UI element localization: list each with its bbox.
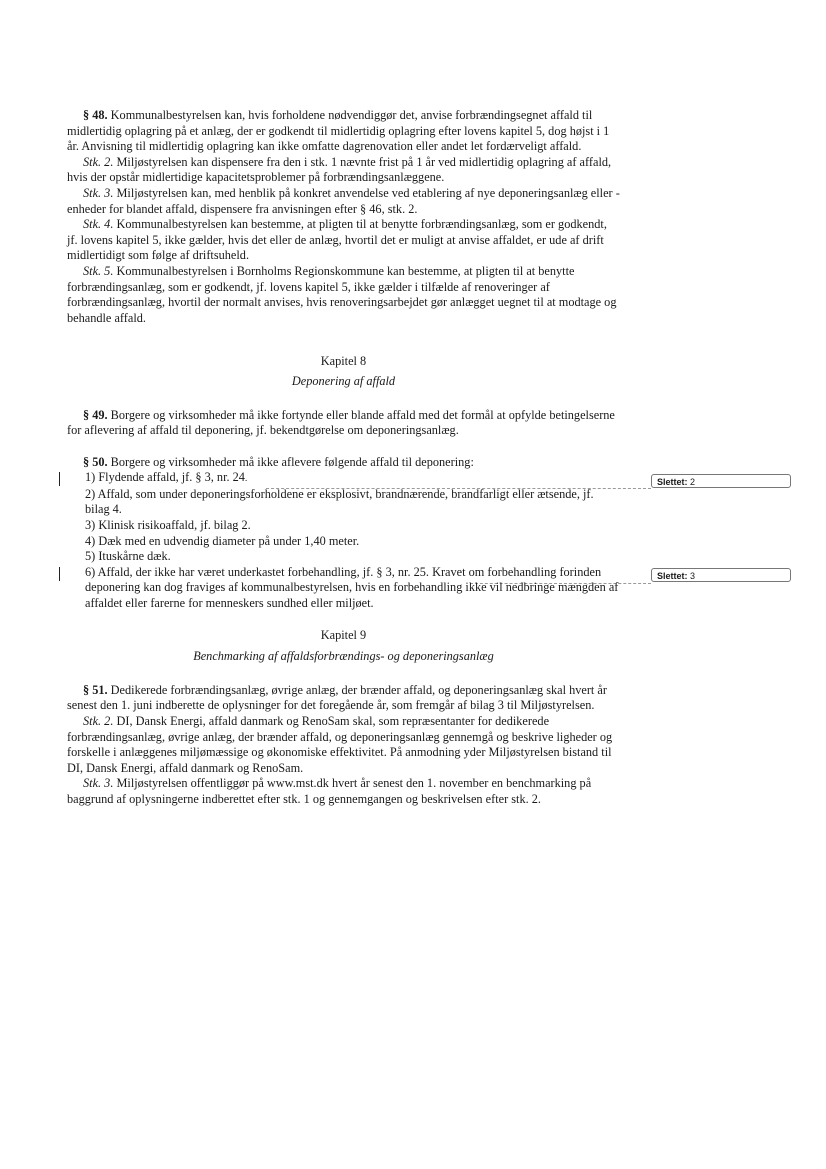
subsection [67, 776, 620, 807]
subsection [67, 714, 620, 776]
comment-label: Slettet: [657, 477, 688, 487]
list-item-text: 1) Flydende affald, jf. § 3, nr. 24 [85, 470, 245, 485]
subsection-text: Kommunalbestyrelsen kan bestemme, at pligten til at benytte forbrændingsanlæg, som er godkendt, jf. lovens kapitel 5, ikke gælder, hvis det eller de anlæg, hvortil det er muligt at anvise affaldet, er ude af drift midlertidigt som følge af driftsuheld. [67, 217, 607, 263]
comment-balloon[interactable] [651, 568, 791, 582]
change-bar [59, 567, 60, 581]
paragraph [67, 108, 620, 155]
subsection [67, 155, 620, 186]
subsection-label: Stk. 2. [83, 154, 114, 169]
paragraph-text: Borgere og virksomheder må ikke aflevere følgende affald til deponering: [110, 454, 474, 469]
paragraph [67, 455, 620, 471]
section-48 [67, 108, 620, 326]
subsection-text: Kommunalbestyrelsen i Bornholms Regionskommune kan bestemme, at pligten til at benytte forbrændingsanlæg, som er godkendt, jf. lovens kapitel 5, ikke gælder i tilfælde af renoveringer af forbrændingsanlæg, hvortil der normalt anvises, hvis renoveringsarbejdet gør anlægget uegnet til at modtage og behandle affald. [67, 263, 617, 325]
list-item: 5) Ituskårne dæk. [85, 549, 171, 564]
paragraph-text: Dedikerede forbrændingsanlæg, øvrige anlæg, der brænder affald, og deponeringsanlæg skal hvert år senest den 1. juni indberette de oplysninger for det foregående år, som fremgår af bilag 3 til Miljøstyrelsen. [67, 682, 607, 713]
comment-balloon[interactable] [651, 474, 791, 488]
list-item: 2) Affald, som under deponeringsforholdene er eksplosivt, brandnærende, brandfarligt eller ætsende, jf. bilag 4. [85, 486, 594, 517]
subsection-label: Stk. 3. [83, 185, 114, 200]
chapter-heading: Kapitel 9 [320, 627, 367, 642]
comment-value: 2 [690, 477, 696, 487]
list-item-text: . Kravet om forbehandling forinden deponering kan dog fraviges af kommunalbestyrelsen, hvis en forbehandling ikke vil nedbringe mængden af affaldet eller farerne for menneskers sundhed eller miljøet. [85, 564, 619, 611]
paragraph-number: § 48. [83, 108, 108, 122]
subsection-label: Stk. 4. [83, 217, 114, 232]
comment-value: 3 [690, 571, 696, 581]
subsection-text: Miljøstyrelsen offentliggør på www.mst.dk hvert år senest den 1. november en benchmarking på baggrund af oplysningerne indberettet efter stk. 1 og gennemgangen og beskrivelsen efter stk. 2. [67, 776, 592, 806]
subsection-text: DI, Dansk Energi, affald danmark og RenoSam skal, som repræsentanter for dedikerede forbrændingsanlæg, øvrige anlæg, der brænder affald, og deponeringsanlæg gennemgå og beskrive ligheder og forskelle i anlæggenes miljømæssige og økonomiske effektivitet. På anmodning yder Miljøstyrelsen bistand til DI, Dansk Energi, affald danmark og RenoSam. [67, 714, 613, 775]
paragraph-number: § 51. [83, 682, 108, 697]
chapter-title: Benchmarking af affaldsforbrændings- og deponeringsanlæg [193, 649, 494, 664]
subsection-label: Stk. 2. [83, 714, 114, 728]
change-bar [59, 472, 60, 486]
paragraph-number: § 49. [83, 407, 108, 422]
chapter-title: Deponering af affald [291, 373, 396, 388]
list-item: 4) Dæk med en udvendig diameter på under 1,40 meter. [85, 533, 360, 548]
subsection [67, 264, 620, 326]
list-item-text: . [244, 473, 248, 484]
paragraph-number: § 50. [83, 454, 108, 469]
paragraph-text: Kommunalbestyrelsen kan, hvis forholdene nødvendiggør det, anvise forbrændingsegnet affald til midlertidig oplagring på et anlæg, der er godkendt til midlertidig oplagring efter lovens kapitel 5, dog højst i 1 år. Anvisning til midlertidig oplagring kan ikke omfatte dagrenovation eller andet let fordærveligt affald. [67, 108, 610, 154]
subsection-text: Miljøstyrelsen kan dispensere fra den i stk. 1 nævnte frist på 1 år ved midlertidig oplagring af affald, hvis der opstår midlertidige kapacitetsproblemer på forbrændingsanlæggene. [67, 154, 612, 185]
chapter-heading: Kapitel 8 [320, 354, 367, 369]
comment-label: Slettet: [657, 571, 688, 581]
list-item [67, 565, 620, 612]
subsection [67, 186, 620, 217]
subsection-label: Stk. 3. [83, 776, 114, 791]
section-51 [67, 683, 620, 808]
list-item: 3) Klinisk risikoaffald, jf. bilag 2. [85, 518, 251, 533]
subsection-label: Stk. 5. [83, 263, 114, 278]
section-49 [67, 408, 620, 439]
section-50 [67, 455, 620, 612]
subsection [67, 217, 620, 264]
paragraph-text: Borgere og virksomheder må ikke fortynde eller blande affald med det formål at opfylde betingelserne for aflevering af affald til deponering, jf. bekendtgørelse om deponeringsanlæg. [67, 407, 615, 438]
document-body [67, 108, 620, 824]
paragraph [67, 408, 620, 439]
subsection-text: Miljøstyrelsen kan, med henblik på konkret anvendelse ved etablering af nye deponeringsanlæg eller -enheder for blandet affald, dispensere fra anvisningen efter § 46, stk. 2. [67, 185, 620, 216]
list-item [67, 470, 620, 487]
list-item-text: 6) Affald, der ikke har været underkastet forbehandling, jf. § 3, nr. 25 [85, 564, 426, 579]
paragraph [67, 683, 620, 714]
